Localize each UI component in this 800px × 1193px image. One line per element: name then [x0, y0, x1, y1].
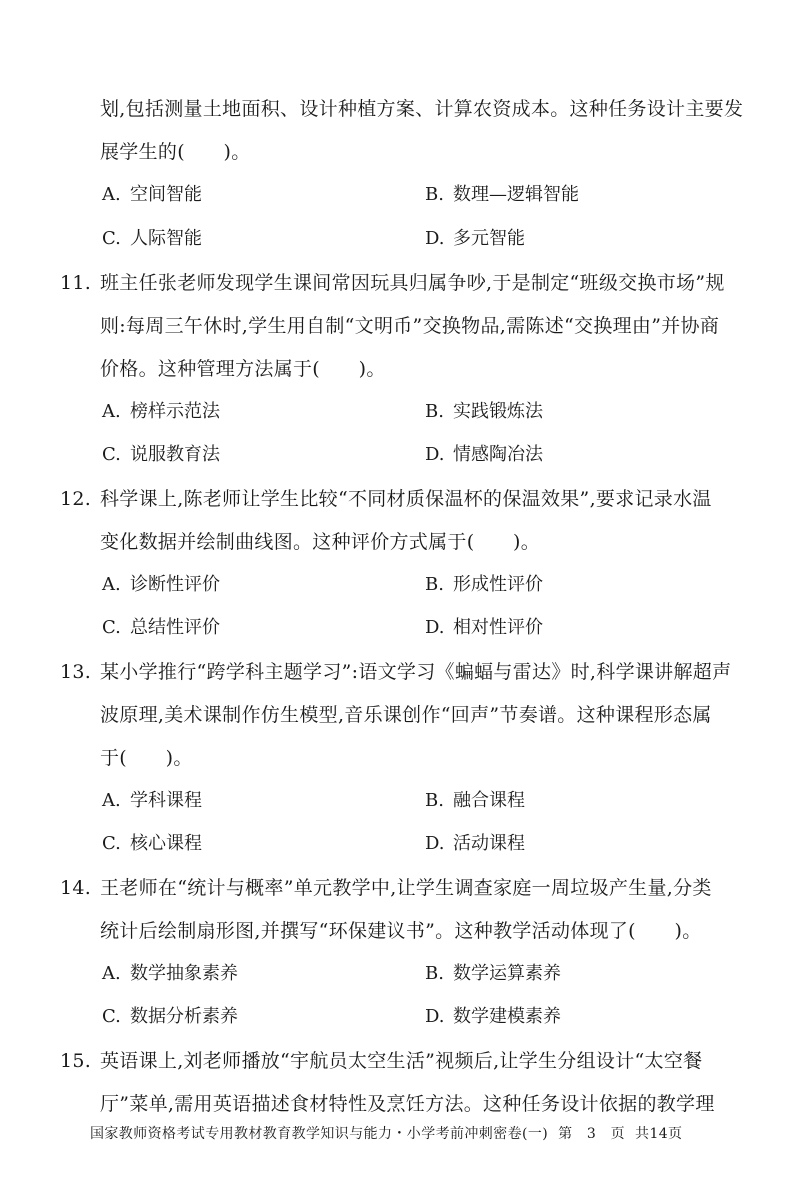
q11-stem-text: 班主任张老师发现学生课间常因玩具归属争吵,于是制定“班级交换市场”规	[100, 272, 725, 294]
option-letter: A.	[102, 574, 121, 595]
question-number: 13.	[60, 661, 92, 683]
q13-stem-line-3: 于( )。	[100, 747, 193, 769]
q12-option-b[interactable]	[425, 573, 543, 597]
option-text: 人际智能	[130, 228, 202, 249]
option-text: 数理—逻辑智能	[453, 184, 579, 205]
option-text: 总结性评价	[130, 617, 220, 638]
q10-option-d[interactable]	[425, 227, 525, 251]
option-letter: D.	[425, 617, 445, 638]
q11-option-b[interactable]	[425, 400, 543, 424]
question-number: 11.	[60, 272, 92, 294]
q11-option-a[interactable]	[102, 400, 220, 424]
q13-option-b[interactable]	[425, 789, 525, 813]
option-letter: D.	[425, 1006, 445, 1027]
option-letter: C.	[102, 833, 121, 854]
option-text: 形成性评价	[453, 574, 543, 595]
option-letter: B.	[425, 790, 444, 811]
q12-option-c[interactable]	[102, 616, 220, 640]
option-text: 数据分析素养	[130, 1006, 238, 1027]
question-number: 15.	[60, 1050, 92, 1072]
q12-stem-line-2: 变化数据并绘制曲线图。这种评价方式属于( )。	[100, 531, 541, 553]
q13-option-d[interactable]	[425, 832, 525, 856]
q12-option-d[interactable]	[425, 616, 543, 640]
q10-option-a[interactable]	[102, 183, 202, 207]
option-letter: A.	[102, 401, 121, 422]
q13-option-a[interactable]	[102, 789, 202, 813]
q14-option-b[interactable]	[425, 962, 561, 986]
q12-stem-line-1	[60, 487, 712, 511]
q10-stem-line-2: 展学生的( )。	[100, 141, 251, 163]
option-text: 榜样示范法	[130, 401, 220, 422]
q12-stem-text: 科学课上,陈老师让学生比较“不同材质保温杯的保温效果”,要求记录水温	[100, 488, 712, 510]
option-text: 多元智能	[453, 228, 525, 249]
q14-option-c[interactable]	[102, 1005, 238, 1029]
q14-stem-text: 王老师在“统计与概率”单元教学中,让学生调查家庭一周垃圾产生量,分类	[100, 877, 712, 899]
footer-book-title: 国家教师资格考试专用教材教育教学知识与能力・小学考前冲刺密卷(一)	[90, 1126, 549, 1142]
q14-stem-line-2: 统计后绘制扇形图,并撰写“环保建议书”。这种教学活动体现了( )。	[100, 920, 702, 942]
q11-stem-line-1	[60, 271, 725, 295]
q10-stem-line-1: 划,包括测量土地面积、设计种植方案、计算农资成本。这种任务设计主要发	[100, 98, 744, 120]
option-letter: C.	[102, 617, 121, 638]
option-letter: B.	[425, 963, 444, 984]
option-text: 核心课程	[130, 833, 202, 854]
q13-stem-line-2: 波原理,美术课制作仿生模型,音乐课创作“回声”节奏谱。这种课程形态属	[100, 704, 712, 726]
page-footer	[90, 1124, 692, 1144]
option-text: 情感陶冶法	[453, 444, 543, 465]
option-letter: B.	[425, 574, 444, 595]
q13-stem-text: 某小学推行“跨学科主题学习”:语文学习《蝙蝠与雷达》时,科学课讲解超声	[100, 661, 732, 683]
option-text: 学科课程	[130, 790, 202, 811]
option-letter: D.	[425, 833, 445, 854]
option-letter: D.	[425, 444, 445, 465]
option-text: 数学抽象素养	[130, 963, 238, 984]
option-letter: C.	[102, 444, 121, 465]
option-letter: B.	[425, 184, 444, 205]
option-letter: A.	[102, 963, 121, 984]
option-text: 数学建模素养	[453, 1006, 561, 1027]
footer-total-pages: 共14页	[635, 1126, 683, 1142]
option-text: 空间智能	[130, 184, 202, 205]
option-letter: D.	[425, 228, 445, 249]
q11-stem-line-2: 则:每周三午休时,学生用自制“文明币”交换物品,需陈述“交换理由”并协商	[100, 315, 720, 337]
q14-option-a[interactable]	[102, 962, 238, 986]
question-number: 14.	[60, 877, 92, 899]
option-letter: A.	[102, 184, 121, 205]
q10-option-b[interactable]	[425, 183, 579, 207]
q11-option-d[interactable]	[425, 443, 543, 467]
option-text: 融合课程	[453, 790, 525, 811]
option-text: 相对性评价	[453, 617, 543, 638]
q11-stem-line-3: 价格。这种管理方法属于( )。	[100, 358, 386, 380]
question-number: 12.	[60, 488, 92, 510]
option-letter: A.	[102, 790, 121, 811]
option-letter: C.	[102, 1006, 121, 1027]
option-text: 诊断性评价	[130, 574, 220, 595]
q12-option-a[interactable]	[102, 573, 220, 597]
option-letter: C.	[102, 228, 121, 249]
q15-stem-text: 英语课上,刘老师播放“宇航员太空生活”视频后,让学生分组设计“太空餐	[100, 1050, 703, 1072]
q13-option-c[interactable]	[102, 832, 202, 856]
q13-stem-line-1	[60, 660, 731, 684]
q15-stem-line-2: 厅”菜单,需用英语描述食材特性及烹饪方法。这种任务设计依据的教学理	[100, 1093, 715, 1115]
q14-stem-line-1	[60, 876, 712, 900]
footer-page-number: 第 3 页	[558, 1126, 626, 1142]
option-text: 活动课程	[453, 833, 525, 854]
option-text: 数学运算素养	[453, 963, 561, 984]
q10-option-c[interactable]	[102, 227, 202, 251]
q15-stem-line-1	[60, 1049, 702, 1073]
q14-option-d[interactable]	[425, 1005, 561, 1029]
q11-option-c[interactable]	[102, 443, 220, 467]
option-text: 说服教育法	[130, 444, 220, 465]
option-letter: B.	[425, 401, 444, 422]
option-text: 实践锻炼法	[453, 401, 543, 422]
